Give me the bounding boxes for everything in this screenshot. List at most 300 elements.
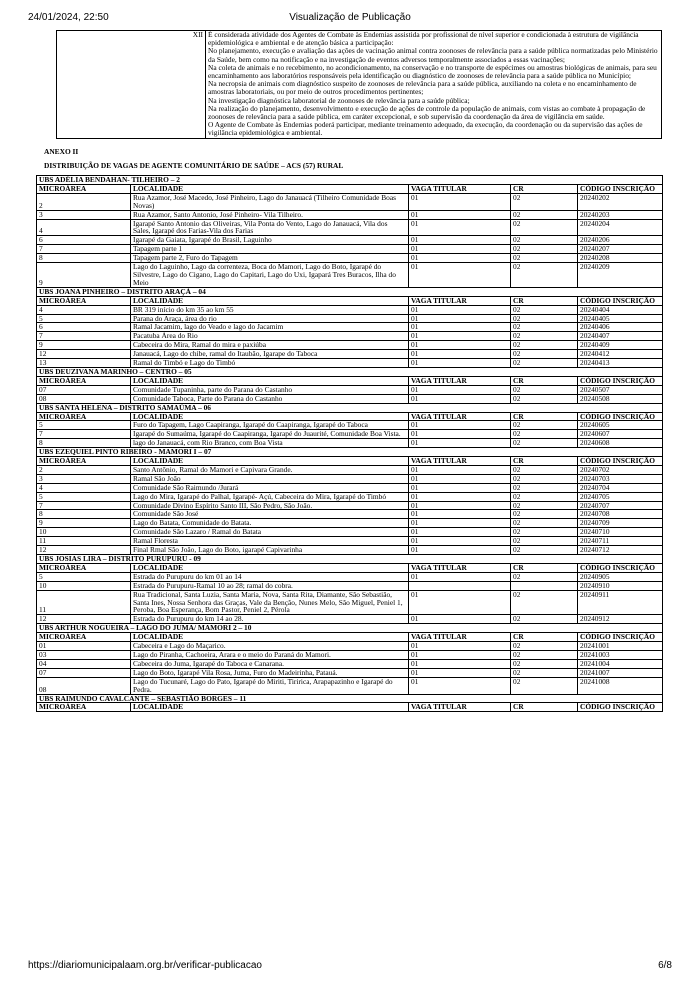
table-row	[37, 263, 663, 288]
localidade-cell: Rua Tradicional, Santa Luzia, Santa Maria, Nova, Santa Rita, Diamante, São Sebastião, Santa Ines, Nossa Senhora das Graças, Vale da Benção, Nunes Melo, São Miguel, Peniel 1, Peroba, Boa Esperança, Bom Pastor, Peniel 2, Pérola	[131, 590, 409, 615]
cr-cell: 02	[511, 323, 578, 332]
vaga-cell: 01	[409, 305, 511, 314]
table-row	[37, 537, 663, 546]
col-localidade: LOCALIDADE	[131, 633, 409, 642]
codigo-cell: 20240711	[578, 537, 663, 546]
col-codigo: CÓDIGO INSCRIÇÃO	[578, 633, 663, 642]
table-row	[37, 581, 663, 590]
codigo-cell: 20240710	[578, 528, 663, 537]
codigo-cell: 20240911	[578, 590, 663, 615]
codigo-cell: 20240407	[578, 332, 663, 341]
vaga-cell: 01	[409, 615, 511, 624]
microarea-cell: 3	[37, 474, 131, 483]
localidade-cell: Estrada do Purupuru do km 01 ao 14	[131, 572, 409, 581]
cr-cell: 02	[511, 510, 578, 519]
section-row	[37, 403, 663, 412]
vaga-cell: 01	[409, 430, 511, 439]
microarea-cell: 6	[37, 236, 131, 245]
col-localidade: LOCALIDADE	[131, 563, 409, 572]
cr-cell: 02	[511, 546, 578, 555]
item-paragraph: No planejamento, execução e avaliação das ações de vacinação animal contra zoonoses de relevância para a saúde pública normatizadas pelo Ministério da Saúde, bem como na notificação e na investigação de eventos adversos temporalmente associados a essas vacinações;	[208, 46, 658, 64]
item-paragraph: O Agente de Combate às Endemias poderá participar, mediante treinamento adequado, da execução, da coordenação ou da supervisão das ações de vigilância epidemiológica e ambiental.	[208, 120, 643, 138]
section-title: UBS JOANA PINHEIRO – DISTRITO ARAÇÁ – 04	[37, 287, 663, 296]
cr-cell: 02	[511, 474, 578, 483]
cr-cell: 02	[511, 314, 578, 323]
localidade-cell: Lago do Tucunaré, Lago do Pato, Igarapé do Miriti, Tiririca, Arapapazinho e Igarapé do Pedra.	[131, 677, 409, 694]
codigo-cell: 20240708	[578, 510, 663, 519]
section-row	[37, 367, 663, 376]
codigo-cell: 20240702	[578, 465, 663, 474]
col-microarea: MICROÁREA	[37, 633, 131, 642]
vaga-cell: 01	[409, 510, 511, 519]
table-row	[37, 350, 663, 359]
table-row	[37, 245, 663, 254]
microarea-cell: 04	[37, 659, 131, 668]
microarea-cell: 13	[37, 359, 131, 368]
vaga-cell: 01	[409, 492, 511, 501]
cr-cell: 02	[511, 219, 578, 236]
localidade-cell: Cabeceira e Lago do Maçarico.	[131, 642, 409, 651]
localidade-cell: Ramal Floresta	[131, 537, 409, 546]
cr-cell: 02	[511, 385, 578, 394]
codigo-cell: 20241007	[578, 668, 663, 677]
annex-label: ANEXO II	[44, 146, 79, 156]
vaga-cell: 01	[409, 323, 511, 332]
col-codigo: CÓDIGO INSCRIÇÃO	[578, 703, 663, 712]
cr-cell: 02	[511, 572, 578, 581]
section-row	[37, 624, 663, 633]
cr-cell: 02	[511, 332, 578, 341]
codigo-cell: 20240409	[578, 341, 663, 350]
cr-cell: 02	[511, 430, 578, 439]
codigo-cell: 20240507	[578, 385, 663, 394]
microarea-cell: 11	[37, 537, 131, 546]
codigo-cell: 20240204	[578, 219, 663, 236]
vaga-cell: 01	[409, 474, 511, 483]
localidade-cell: Furo do Tapagem, Lago Caapiranga, Igarapé do Caapiranga, Igarapé do Taboca	[131, 421, 409, 430]
column-header-row	[37, 633, 663, 642]
page-number: 6/8	[658, 960, 672, 971]
codigo-cell: 20240412	[578, 350, 663, 359]
cr-cell: 02	[511, 650, 578, 659]
codigo-cell: 20240406	[578, 323, 663, 332]
cr-cell: 02	[511, 537, 578, 546]
col-vaga: VAGA TITULAR	[409, 376, 511, 385]
cr-cell: 02	[511, 245, 578, 254]
vaga-cell: 01	[409, 236, 511, 245]
microarea-cell: 12	[37, 615, 131, 624]
vaga-cell: 01	[409, 193, 511, 210]
microarea-cell: 08	[37, 394, 131, 403]
codigo-cell: 20240206	[578, 236, 663, 245]
footer-url: https://diariomunicipalaam.org.br/verificar-publicacao	[28, 960, 262, 971]
table-row	[37, 332, 663, 341]
microarea-cell: 2	[37, 465, 131, 474]
cr-cell: 02	[511, 236, 578, 245]
localidade-cell: Comunidade São Lazaro / Ramal do Batata	[131, 528, 409, 537]
vaga-cell: 01	[409, 332, 511, 341]
cr-cell: 02	[511, 359, 578, 368]
cr-cell: 02	[511, 439, 578, 448]
localidade-cell: Santo Antônio, Ramal do Mamori e Capivara Grande.	[131, 465, 409, 474]
microarea-cell: 4	[37, 219, 131, 236]
table-row	[37, 394, 663, 403]
vaga-cell: 01	[409, 254, 511, 263]
localidade-cell: Comunidade São Raimundo /Jurará	[131, 483, 409, 492]
section-title: UBS SANTA HELENA – DISTRITO SAMAÚMA – 06	[37, 403, 663, 412]
section-title: UBS EZEQUIEL PINTO RIBEIRO - MAMORI I – 07	[37, 448, 663, 457]
microarea-cell: 10	[37, 581, 131, 590]
vaga-cell	[409, 581, 511, 590]
cr-cell: 02	[511, 659, 578, 668]
codigo-cell: 20240910	[578, 581, 663, 590]
codigo-cell: 20240405	[578, 314, 663, 323]
item-paragraph: Na coleta de animais e no recebimento, no acondicionamento, na conservação e no transporte de espécimes ou amostras biológicas de animais, para seu encaminhamento aos laboratórios responsáveis pela identificação ou diagnóstico de zoonoses de relevância para a saúde pública no Município;	[208, 62, 657, 81]
cr-cell: 02	[511, 254, 578, 263]
column-header-row	[37, 703, 663, 712]
print-title: Visualização de Publicação	[289, 12, 411, 23]
col-vaga: VAGA TITULAR	[409, 563, 511, 572]
localidade-cell: Tapagem parte 2, Furo do Tapagem	[131, 254, 409, 263]
col-localidade: LOCALIDADE	[131, 296, 409, 305]
cr-cell: 02	[511, 305, 578, 314]
col-localidade: LOCALIDADE	[131, 703, 409, 712]
codigo-cell: 20240508	[578, 394, 663, 403]
codigo-cell: 20240208	[578, 254, 663, 263]
cr-cell: 02	[511, 642, 578, 651]
microarea-cell: 4	[37, 483, 131, 492]
vaga-cell: 01	[409, 659, 511, 668]
section-row	[37, 176, 663, 185]
microarea-cell: 7	[37, 245, 131, 254]
document-body	[36, 30, 662, 712]
codigo-cell: 20241001	[578, 642, 663, 651]
col-codigo: CÓDIGO INSCRIÇÃO	[578, 376, 663, 385]
cr-cell: 02	[511, 677, 578, 694]
table-row	[37, 492, 663, 501]
column-header-row	[37, 457, 663, 466]
col-microarea: MICROÁREA	[37, 457, 131, 466]
microarea-cell: 07	[37, 668, 131, 677]
codigo-cell: 20240705	[578, 492, 663, 501]
localidade-cell: Igarapé do Sumaúma, Igarapé do Caapiranga, Igarapé do Juaurité, Comunidade Boa Vista.	[131, 430, 409, 439]
localidade-cell: Lago do Boto, Igarapé Vila Rosa, Juma, Furo do Madeirinha, Patauá.	[131, 668, 409, 677]
localidade-cell: Lago do Piranha, Cachoeira, Arara e o meio do Paraná do Mamori.	[131, 650, 409, 659]
vaga-cell: 01	[409, 314, 511, 323]
vaga-cell: 01	[409, 394, 511, 403]
vaga-cell: 01	[409, 385, 511, 394]
codigo-cell: 20240707	[578, 501, 663, 510]
section-row	[37, 694, 663, 703]
codigo-cell: 20240209	[578, 263, 663, 288]
vaga-cell: 01	[409, 519, 511, 528]
col-cr: CR	[511, 457, 578, 466]
vaga-cell: 01	[409, 341, 511, 350]
print-footer	[28, 960, 672, 974]
cr-cell: 02	[511, 394, 578, 403]
col-vaga: VAGA TITULAR	[409, 633, 511, 642]
cr-cell: 02	[511, 193, 578, 210]
item-numeral: XII	[57, 31, 206, 139]
table-row	[37, 323, 663, 332]
microarea-cell: 08	[37, 677, 131, 694]
cr-cell: 02	[511, 528, 578, 537]
microarea-cell: 8	[37, 439, 131, 448]
col-codigo: CÓDIGO INSCRIÇÃO	[578, 296, 663, 305]
localidade-cell: lago do Janauacá, com Rio Branco, com Boa Vista	[131, 439, 409, 448]
vaga-cell: 01	[409, 677, 511, 694]
microarea-cell: 7	[37, 430, 131, 439]
vaga-cell: 01	[409, 210, 511, 219]
localidade-cell: Lago do Batata, Comunidade do Batata.	[131, 519, 409, 528]
table-row	[37, 659, 663, 668]
item-paragraph: É considerada atividade dos Agentes de Combate às Endemias assistida por profissional de nível superior e condicionada à estrutura de vigilância epidemiológica e ambiental e de atenção básica a participação:	[208, 30, 639, 48]
table-row	[37, 501, 663, 510]
col-microarea: MICROÁREA	[37, 184, 131, 193]
codigo-cell: 20240404	[578, 305, 663, 314]
table-row	[37, 668, 663, 677]
col-localidade: LOCALIDADE	[131, 457, 409, 466]
localidade-cell: Comunidade Divino Espírito Santo III, São Pedro, São João.	[131, 501, 409, 510]
col-codigo: CÓDIGO INSCRIÇÃO	[578, 457, 663, 466]
microarea-cell: 8	[37, 254, 131, 263]
localidade-cell: Ramal Jacamim, lago do Veado e lago do Jacamim	[131, 323, 409, 332]
col-cr: CR	[511, 412, 578, 421]
codigo-cell: 20241003	[578, 650, 663, 659]
col-microarea: MICROÁREA	[37, 703, 131, 712]
localidade-cell: Cabeceira do Mira, Ramal do mira e paxiúba	[131, 341, 409, 350]
col-codigo: CÓDIGO INSCRIÇÃO	[578, 184, 663, 193]
col-localidade: LOCALIDADE	[131, 412, 409, 421]
vaga-cell: 01	[409, 245, 511, 254]
col-vaga: VAGA TITULAR	[409, 296, 511, 305]
cr-cell: 02	[511, 465, 578, 474]
vaga-cell: 01	[409, 546, 511, 555]
localidade-cell: Ramal do Timbó e Lago do Timbó	[131, 359, 409, 368]
col-cr: CR	[511, 184, 578, 193]
section-title: UBS RAIMUNDO CAVALCANTE – SEBASTIÃO BORGES – 11	[37, 694, 663, 703]
col-localidade: LOCALIDADE	[131, 184, 409, 193]
vaga-cell: 01	[409, 501, 511, 510]
localidade-cell: Ramal São João	[131, 474, 409, 483]
cr-cell: 02	[511, 210, 578, 219]
col-codigo: CÓDIGO INSCRIÇÃO	[578, 412, 663, 421]
cr-cell: 02	[511, 341, 578, 350]
cr-cell: 02	[511, 668, 578, 677]
codigo-cell: 20240608	[578, 439, 663, 448]
localidade-cell: Final Rmal São João, Lago do Boto, igarapé Capivarinha	[131, 546, 409, 555]
section-title: UBS DEUZIVANA MARINHO – CENTRO – 05	[37, 367, 663, 376]
table-row	[37, 510, 663, 519]
table-row	[37, 314, 663, 323]
vaga-cell: 01	[409, 590, 511, 615]
microarea-cell: 11	[37, 590, 131, 615]
col-cr: CR	[511, 703, 578, 712]
codigo-cell: 20240912	[578, 615, 663, 624]
print-datetime: 24/01/2024, 22:50	[28, 12, 109, 23]
section-row	[37, 555, 663, 564]
codigo-cell: 20240905	[578, 572, 663, 581]
table-row	[37, 483, 663, 492]
col-cr: CR	[511, 376, 578, 385]
col-microarea: MICROÁREA	[37, 376, 131, 385]
microarea-cell: 9	[37, 263, 131, 288]
microarea-cell: 5	[37, 492, 131, 501]
microarea-cell: 10	[37, 528, 131, 537]
table-row	[37, 474, 663, 483]
vaga-cell: 01	[409, 528, 511, 537]
cr-cell: 02	[511, 615, 578, 624]
cr-cell: 02	[511, 590, 578, 615]
codigo-cell: 20240207	[578, 245, 663, 254]
table-row	[37, 385, 663, 394]
microarea-cell: 7	[37, 501, 131, 510]
col-localidade: LOCALIDADE	[131, 376, 409, 385]
vaga-cell: 01	[409, 537, 511, 546]
col-cr: CR	[511, 563, 578, 572]
localidade-cell: Janauacá, Lago do chibe, ramal do Itaubão, Igarape do Taboca	[131, 350, 409, 359]
table-row	[37, 528, 663, 537]
localidade-cell: Igarapé Santo Antonio das Oliveiras, Vila Ponta do Vento, Lago do Janauacá, Vila dos Sales, Igarapé dos Farias-Vila dos Farias	[131, 219, 409, 236]
table-row	[37, 650, 663, 659]
microarea-cell: 9	[37, 341, 131, 350]
microarea-cell: 6	[37, 323, 131, 332]
table-row	[37, 219, 663, 236]
col-microarea: MICROÁREA	[37, 296, 131, 305]
codigo-cell: 20241004	[578, 659, 663, 668]
microarea-cell: 03	[37, 650, 131, 659]
column-header-row	[37, 563, 663, 572]
microarea-cell: 2	[37, 193, 131, 210]
localidade-cell: Rua Azamor, José Macedo, José Pinheiro, Lago do Janauacá (Tilheiro Comunidade Boas Novas)	[131, 193, 409, 210]
codigo-cell: 20240709	[578, 519, 663, 528]
codigo-cell: 20240413	[578, 359, 663, 368]
vaga-cell: 01	[409, 350, 511, 359]
vaga-cell: 01	[409, 219, 511, 236]
vaga-cell: 01	[409, 465, 511, 474]
microarea-cell: 12	[37, 546, 131, 555]
col-codigo: CÓDIGO INSCRIÇÃO	[578, 563, 663, 572]
table-row	[37, 642, 663, 651]
col-microarea: MICROÁREA	[37, 412, 131, 421]
column-header-row	[37, 296, 663, 305]
vaga-cell: 01	[409, 572, 511, 581]
localidade-cell: BR 319 início do km 35 ao km 55	[131, 305, 409, 314]
table-row	[37, 210, 663, 219]
col-vaga: VAGA TITULAR	[409, 457, 511, 466]
microarea-cell: 7	[37, 332, 131, 341]
microarea-cell: 5	[37, 572, 131, 581]
column-header-row	[37, 376, 663, 385]
section-title: UBS ARTHUR NOGUEIRA – LAGO DO JUMA/ MAMORI 2 – 10	[37, 624, 663, 633]
item-paragraph: Na realização do planejamento, desenvolvimento e execução de ações de controle da população de animais, com vistas ao combate à propagação de zoonoses de relevância para a saúde pública, em caráter excepcional, e sob supervisão da coordenação da área de vigilância em saúde.	[208, 103, 646, 122]
codigo-cell: 20240712	[578, 546, 663, 555]
vaga-cell: 01	[409, 483, 511, 492]
vacancy-table	[36, 175, 663, 712]
codigo-cell: 20240607	[578, 430, 663, 439]
print-header	[28, 12, 672, 26]
col-microarea: MICROÁREA	[37, 563, 131, 572]
localidade-cell: Rua Azamor, Santo Antonio, José Pinheiro- Vila Tilheiro.	[131, 210, 409, 219]
codigo-cell: 20241008	[578, 677, 663, 694]
table-row	[37, 519, 663, 528]
vaga-cell: 01	[409, 359, 511, 368]
localidade-cell: Igarapé da Gaiata, Igarapé do Brasil, Laguinho	[131, 236, 409, 245]
section-title: UBS JOSIAS LIRA – DISTRITO PURUPURU - 09	[37, 555, 663, 564]
microarea-cell: 07	[37, 385, 131, 394]
section-row	[37, 448, 663, 457]
vaga-cell: 01	[409, 421, 511, 430]
localidade-cell: Pacatuba Área do Rio	[131, 332, 409, 341]
localidade-cell: Comunidade Taboca, Parte do Parana do Castanho	[131, 394, 409, 403]
vaga-cell: 01	[409, 439, 511, 448]
localidade-cell: Tapagem parte 1	[131, 245, 409, 254]
cr-cell: 02	[511, 501, 578, 510]
microarea-cell: 01	[37, 642, 131, 651]
localidade-cell: Comunidade Tupaninha, parte do Parana do Castanho	[131, 385, 409, 394]
col-vaga: VAGA TITULAR	[409, 412, 511, 421]
codigo-cell: 20240605	[578, 421, 663, 430]
localidade-cell: Cabeceira do Juma, Igarapé do Taboca e Canarana.	[131, 659, 409, 668]
microarea-cell: 12	[37, 350, 131, 359]
localidade-cell: Comunidade São José	[131, 510, 409, 519]
col-vaga: VAGA TITULAR	[409, 184, 511, 193]
table-row	[37, 465, 663, 474]
codigo-cell: 20240704	[578, 483, 663, 492]
table-row	[37, 430, 663, 439]
col-cr: CR	[511, 633, 578, 642]
microarea-cell: 9	[37, 519, 131, 528]
table-row	[37, 193, 663, 210]
cr-cell: 02	[511, 519, 578, 528]
microarea-cell: 5	[37, 421, 131, 430]
table-row	[37, 590, 663, 615]
cr-cell	[511, 581, 578, 590]
cr-cell: 02	[511, 492, 578, 501]
codigo-cell: 20240703	[578, 474, 663, 483]
microarea-cell: 3	[37, 210, 131, 219]
localidade-cell: Parana do Araça, área do rio	[131, 314, 409, 323]
codigo-cell: 20240202	[578, 193, 663, 210]
item-xii-text	[206, 31, 662, 139]
item-paragraph: Na necropsia de animais com diagnóstico suspeito de zoonoses de relevância para a saúde pública, auxiliando na coleta e no encaminhamento de amostras laboratoriais, ou por meio de outros procedimentos pertinentes;	[208, 79, 637, 97]
item-xii-table	[56, 30, 662, 139]
table-row	[37, 677, 663, 694]
table-row	[37, 572, 663, 581]
section-row	[37, 287, 663, 296]
annex-heading: DISTRIBUIÇÃO DE VAGAS DE AGENTE COMUNITÁRIO DE SAÚDE – ACS (57) RURAL	[44, 160, 344, 170]
col-cr: CR	[511, 296, 578, 305]
table-row	[37, 305, 663, 314]
microarea-cell: 8	[37, 510, 131, 519]
cr-cell: 02	[511, 421, 578, 430]
localidade-cell: Lago do Laguinho, Lago da correnteza, Boca do Mamori, Lago do Boto, Igarapé do Silvestre, Lago do Cigano, Lago do Capitari, Lago do Uxi, Igapará Tres Buracos, Ilha do Meio	[131, 263, 409, 288]
vaga-cell: 01	[409, 642, 511, 651]
localidade-cell: Estrada do Purupuru do km 14 ao 28.	[131, 615, 409, 624]
localidade-cell: Lago do Mira, Igarapé do Palhal, Igarapé- Açú, Cabeceira do Mira, Igarapé do Timbó	[131, 492, 409, 501]
table-row	[37, 341, 663, 350]
cr-cell: 02	[511, 350, 578, 359]
vaga-cell: 01	[409, 668, 511, 677]
cr-cell: 02	[511, 483, 578, 492]
codigo-cell: 20240203	[578, 210, 663, 219]
section-title: UBS ADÉLIA BENDAHAN- TILHEIRO – 2	[37, 176, 663, 185]
vaga-cell: 01	[409, 263, 511, 288]
microarea-cell: 5	[37, 314, 131, 323]
microarea-cell: 4	[37, 305, 131, 314]
table-row	[37, 236, 663, 245]
vaga-cell: 01	[409, 650, 511, 659]
